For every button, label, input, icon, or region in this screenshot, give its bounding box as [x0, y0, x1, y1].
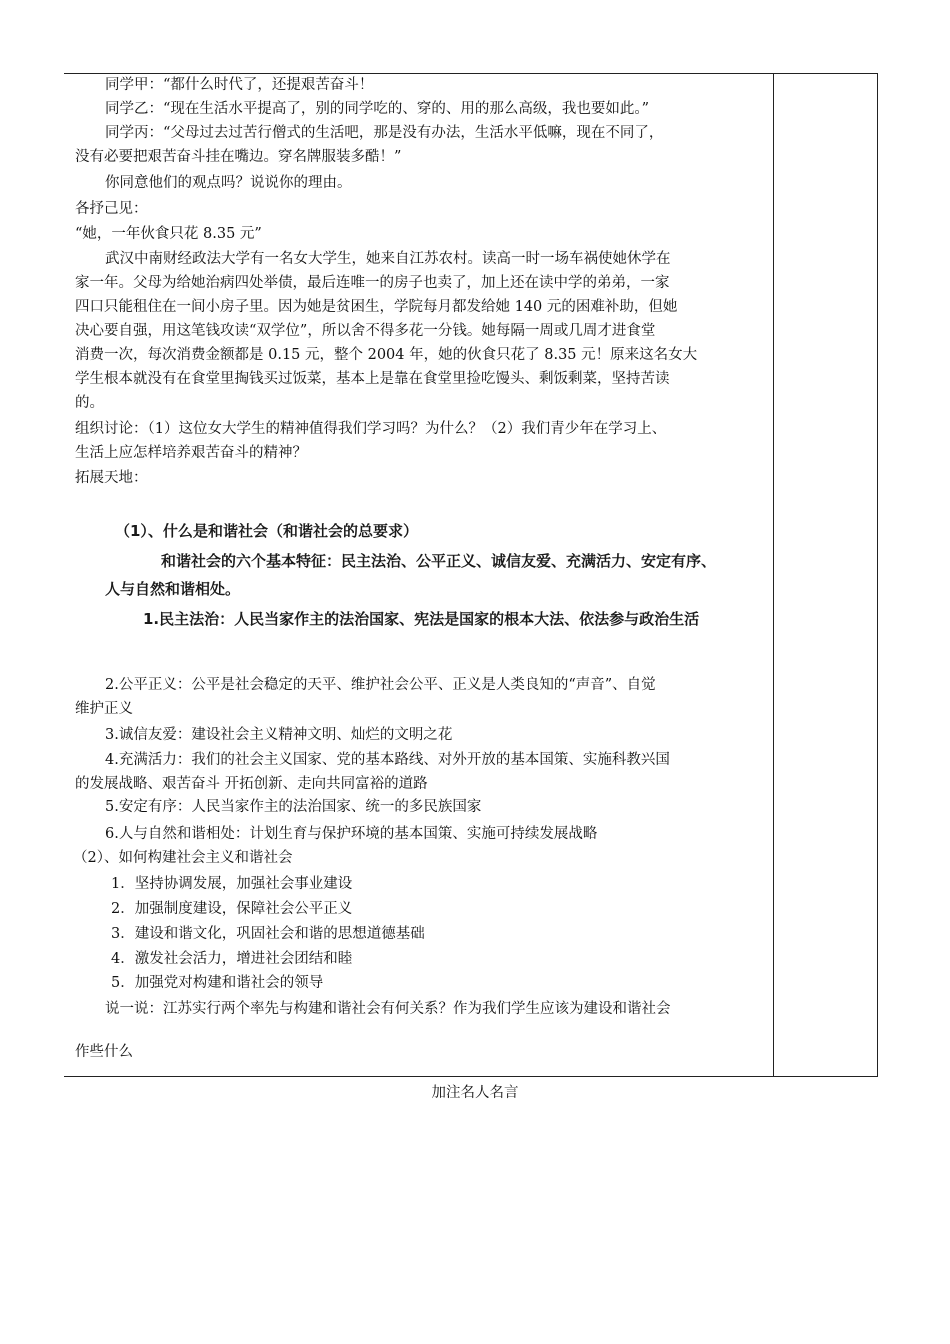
talk-question-cont: 作些什么 [75, 1044, 133, 1060]
build-item: 2．加强制度建设，保障社会公平正义 [111, 901, 353, 917]
dialogue-student-c: 同学丙：“父母过去过苦行僧式的生活吧，那是没有办法，生活水平低嘛，现在不同了， [105, 125, 664, 141]
feature-democracy: 1.民主法治：人民当家作主的法治国家、宪法是国家的根本大法、依法参与政治生活 [143, 610, 700, 628]
build-item: 5．加强党对构建和谐社会的领导 [111, 975, 324, 991]
feature-justice-cont: 维护正义 [75, 701, 133, 717]
harmony-features-cont: 人与自然和谐相处。 [105, 580, 241, 598]
feature-nature: 6.人与自然和谐相处：计划生育与保护环境的基本国策、实施可持续发展战略 [105, 826, 598, 842]
story-line: 学生根本就没有在食堂里掏钱买过饭菜，基本上是靠在食堂里捡吃馒头、剩饭剩菜，坚持苦读 [75, 371, 670, 387]
dialogue-student-a: 同学甲：“都什么时代了，还提艰苦奋斗！ [105, 77, 374, 93]
harmony-features: 和谐社会的六个基本特征：民主法治、公平正义、诚信友爱、充满活力、安定有序、 [161, 552, 717, 570]
story-line: 四口只能租住在一间小房子里。因为她是贫困生，学院每月都发给她 140 元的困难补助，但她 [75, 299, 678, 315]
story-line: 家一年。父母为给她治病四处举债，最后连唯一的房子也卖了，加上还在读中学的弟弟，一家 [75, 275, 670, 291]
discussion-line: 生活上应怎样培养艰苦奋斗的精神？ [75, 445, 307, 461]
story-line: 消费一次，每次消费金额都是 0.15 元，整个 2004 年，她的伙食只花了 8.35 元！原来这名女大 [75, 347, 698, 363]
build-item: 3．建设和谐文化，巩固社会和谐的思想道德基础 [111, 926, 425, 942]
section-expand: 拓展天地： [75, 470, 148, 486]
footer-note: 加注名人名言 [431, 1085, 519, 1101]
build-item: 1．坚持协调发展，加强社会事业建设 [111, 876, 353, 892]
feature-integrity: 3.诚信友爱：建设社会主义精神文明、灿烂的文明之花 [105, 727, 453, 743]
feature-vitality-cont: 的发展战略、艰苦奋斗 开拓创新、走向共同富裕的道路 [75, 776, 428, 792]
dialogue-student-b: 同学乙：“现在生活水平提高了，别的同学吃的、穿的、用的那么高级，我也要如此。” [105, 101, 650, 117]
feature-vitality: 4.充满活力：我们的社会主义国家、党的基本路线、对外开放的基本国策、实施科教兴国 [105, 752, 670, 768]
talk-question: 说一说：江苏实行两个率先与构建和谐社会有何关系？作为我们学生应该为建设和谐社会 [105, 1001, 671, 1017]
question-agree: 你同意他们的观点吗？说说你的理由。 [105, 175, 352, 191]
table-bottom-border [64, 1076, 878, 1077]
harmony-heading: （1）、什么是和谐社会（和谐社会的总要求） [115, 522, 418, 540]
section-opinions: 各抒己见： [75, 201, 148, 217]
story-title: “她，一年伙食只花 8.35 元” [75, 226, 262, 242]
feature-order: 5.安定有序：人民当家作主的法治国家、统一的多民族国家 [105, 799, 482, 815]
story-line: 武汉中南财经政法大学有一名女大学生，她来自江苏农村。读高一时一场车祸使她休学在 [105, 251, 671, 267]
build-item: 4．激发社会活力，增进社会团结和睦 [111, 951, 353, 967]
story-line: 决心要自强，用这笔钱攻读“双学位”，所以舍不得多花一分钱。她每隔一周或几周才进食堂 [75, 323, 656, 339]
dialogue-student-c-cont: 没有必要把艰苦奋斗挂在嘴边。穿名牌服装多酷！” [75, 149, 402, 165]
table-right-border [877, 73, 878, 1076]
how-to-build-heading: （2）、如何构建社会主义和谐社会 [73, 850, 293, 866]
feature-justice: 2.公平正义：公平是社会稳定的天平、维护社会公平、正义是人类良知的“声音”、自觉 [105, 677, 656, 693]
column-divider [773, 73, 774, 1076]
discussion-line: 组织讨论：（1）这位女大学生的精神值得我们学习吗？为什么？（2）我们青少年在学习上、 [75, 421, 667, 437]
story-line: 的。 [75, 395, 104, 411]
table-top-border [64, 73, 878, 74]
